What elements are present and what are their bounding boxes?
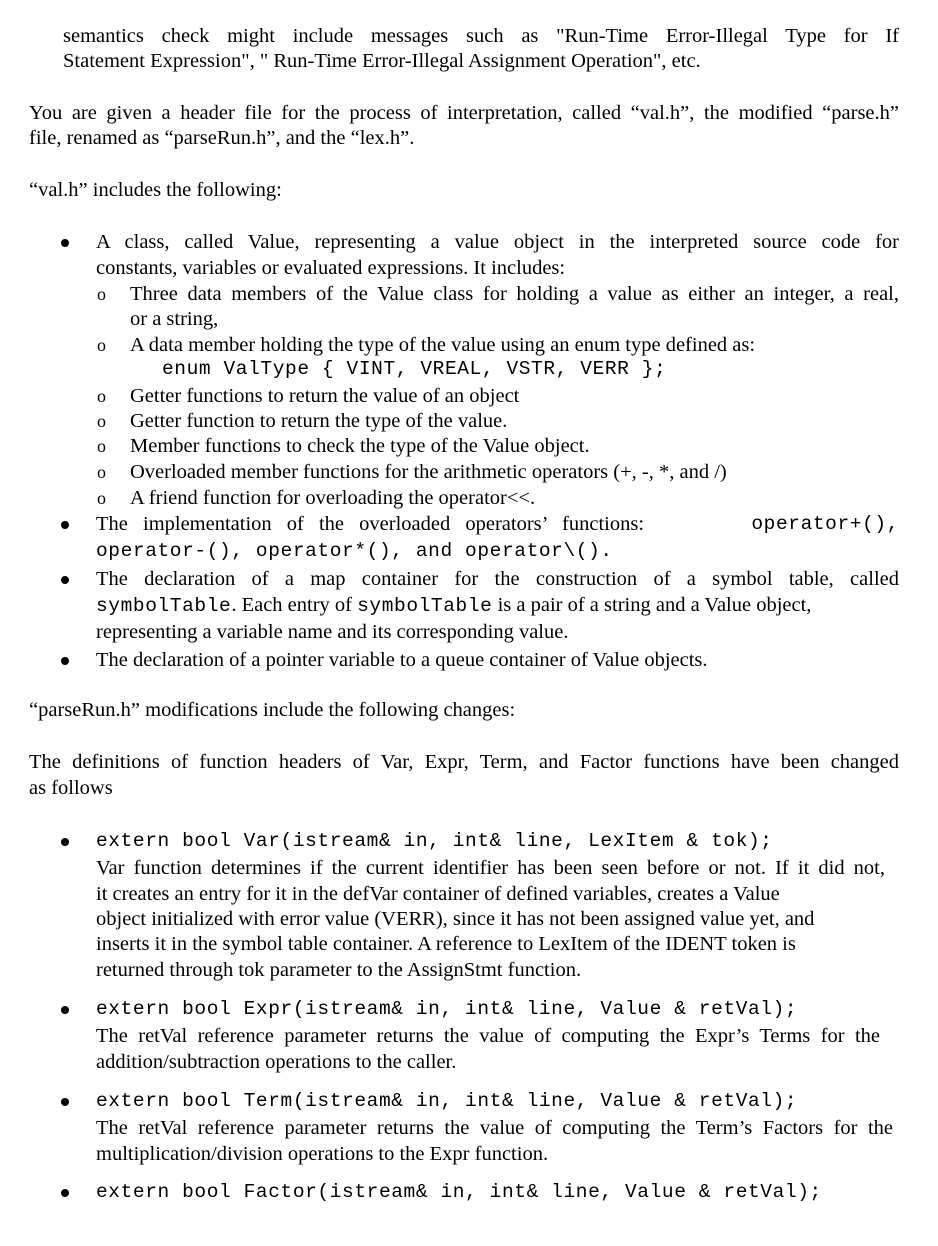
bullet-icon [61,1098,69,1106]
impl-line-1-code: operator+(), [751,513,899,535]
impl-line-1 [96,512,899,536]
bullet-icon [61,838,69,846]
sub-bullet-icon: o [97,488,106,508]
map-line-2-text-2: is a pair of a string and a Value object, [492,594,812,616]
term-desc-line-2: multiplication/division operations to the Expr function. [96,1143,549,1165]
factor-signature-code: extern bool Factor(istream& in, int& line, Value & retVal); [96,1181,822,1203]
sub-bullet-icon: o [97,411,106,431]
bullet-icon [61,1189,69,1197]
queue-line: The declaration of a pointer variable to a queue container of Value objects. [96,649,708,671]
expr-signature-code: extern bool Expr(istream& in, int& line, Value & retVal); [96,998,798,1020]
expr-desc-line-2: addition/subtraction operations to the caller. [96,1051,457,1073]
map-line-1: The declaration of a map container for the construction of a symbol table, called [96,568,899,590]
intro-line-2: file, renamed as “parseRun.h”, and the “lex.h”. [29,127,415,149]
var-signature-code: extern bool Var(istream& in, int& line, LexItem & tok); [96,830,773,852]
map-line-2 [96,593,811,618]
sub5-line: Member functions to check the type of the Value object. [130,435,590,457]
parserun-heading: “parseRun.h” modifications include the following changes: [29,699,516,721]
sub6-line: Overloaded member functions for the arithmetic operators (+, -, *, and /) [130,461,727,483]
sub-bullet-icon: o [97,284,106,304]
bullet-icon [61,1006,69,1014]
valh-heading: “val.h” includes the following: [29,179,282,201]
map-line-3: representing a variable name and its corresponding value. [96,621,569,643]
enum-code: enum ValType { VINT, VREAL, VSTR, VERR }; [162,358,667,380]
class-line-1: A class, called Value, representing a value object in the interpreted source code for [96,231,899,253]
semantics-line-2: Statement Expression", " Run-Time Error-Illegal Assignment Operation", etc. [63,50,701,72]
sub1-line-1: Three data members of the Value class for holding a value as either an integer, a real, [130,283,899,305]
sub2-line-1: A data member holding the type of the value using an enum type defined as: [130,334,756,356]
map-line-2-text-1: . Each entry of [231,594,358,616]
bullet-icon [61,576,69,584]
class-line-2: constants, variables or evaluated expressions. It includes: [96,257,566,279]
sub7-line: A friend function for overloading the operator<<. [130,487,536,509]
symboltable-code-2: symbolTable [357,595,493,617]
var-desc-line-4: inserts it in the symbol table container. A reference to LexItem of the IDENT token is [96,933,796,955]
term-desc-line-1: The retVal reference parameter returns the value of computing the Term’s Factors for the [96,1117,893,1139]
sub1-line-2: or a string, [130,308,219,330]
sub-bullet-icon: o [97,335,106,355]
var-desc-line-3: object initialized with error value (VERR), since it has not been assigned value yet, and [96,908,815,930]
sub-bullet-icon: o [97,386,106,406]
sub3-line: Getter functions to return the value of an object [130,385,520,407]
term-signature-code: extern bool Term(istream& in, int& line, Value & retVal); [96,1090,798,1112]
defs-line-1: The definitions of function headers of Var, Expr, Term, and Factor functions have been changed [29,751,899,773]
intro-line-1: You are given a header file for the process of interpretation, called “val.h”, the modified “parse.h” [29,102,899,124]
symboltable-code: symbolTable [96,595,232,617]
sub-bullet-icon: o [97,462,106,482]
bullet-icon [61,657,69,665]
bullet-icon [61,521,69,529]
defs-line-2: as follows [29,777,113,799]
sub4-line: Getter function to return the type of the value. [130,410,508,432]
impl-line-1-text: The implementation of the overloaded operators’ functions: [96,513,645,535]
semantics-line-1: semantics check might include messages such as "Run-Time Error-Illegal Type for If [63,25,899,47]
sub-bullet-icon: o [97,436,106,456]
bullet-icon [61,239,69,247]
impl-line-2-code: operator-(), operator*(), and operator\(). [96,540,613,562]
var-desc-line-1: Var function determines if the current identifier has been seen before or not. If it did not, [96,857,885,879]
expr-desc-line-1: The retVal reference parameter returns the value of computing the Expr’s Terms for the [96,1025,880,1047]
var-desc-line-2: it creates an entry for it in the defVar container of defined variables, creates a Value [96,883,780,905]
var-desc-line-5: returned through tok parameter to the AssignStmt function. [96,959,582,981]
